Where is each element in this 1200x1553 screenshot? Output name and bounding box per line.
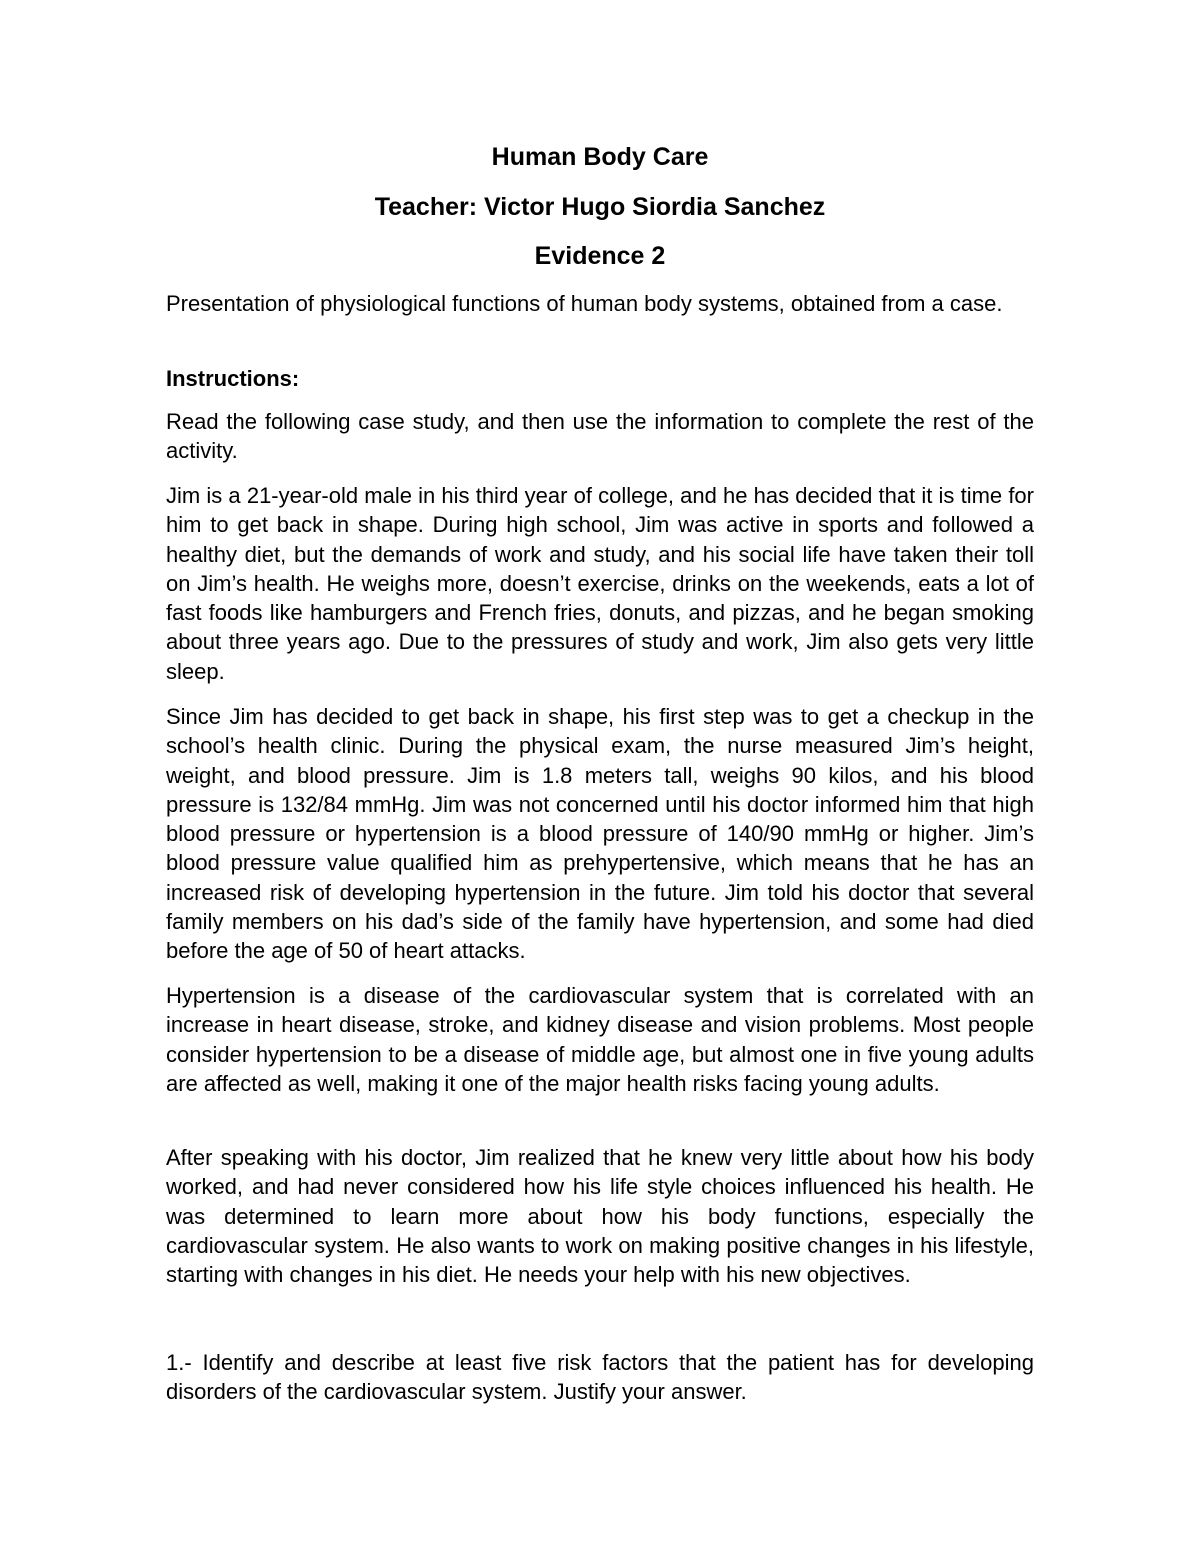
intro-paragraph: Presentation of physiological functions of human body systems, obtained from a case. (166, 291, 1003, 316)
case-paragraph-background: Jim is a 21-year-old male in his third year of college, and he has decided that it is time for him to get back in shape. During high school, Jim was active in sports and followed a healthy diet, but the demands of work and study, and his social life have taken their toll on Jim’s health. He weighs more, doesn’t exercise, drinks on the weekends, eats a lot of fast foods like hamburgers and French fries, donuts, and pizzas, and he began smoking about three years ago. Due to the pressures of study and work, Jim also gets very little sleep. (166, 483, 1034, 684)
case-paragraph-objectives: After speaking with his doctor, Jim realized that he knew very little about how his body worked, and had never considered how his life style choices influenced his health. He was determined to learn more about how his body functions, especially the cardiovascular system. He also wants to work on making positive changes in his lifestyle, starting with changes in his diet. He needs your help with his new objectives. (166, 1145, 1034, 1288)
case-paragraph-checkup: Since Jim has decided to get back in shape, his first step was to get a checkup in the school’s health clinic. During the physical exam, the nurse measured Jim’s height, weight, and blood pressure. Jim is 1.8 meters tall, weighs 90 kilos, and his blood pressure is 132/84 mmHg. Jim was not concerned until his doctor informed him that high blood pressure or hypertension is a blood pressure of 140/90 mmHg or higher. Jim’s blood pressure value qualified him as prehypertensive, which means that he has an increased risk of developing hypertension in the future. Jim told his doctor that several family members on his dad’s side of the family have hypertension, and some had died before the age of 50 of heart attacks. (166, 704, 1034, 964)
teacher-line: Teacher: Victor Hugo Siordia Sanchez (374, 193, 826, 221)
document-title: Human Body Care (491, 143, 709, 171)
evidence-heading: Evidence 2 (534, 242, 666, 270)
case-paragraph-hypertension: Hypertension is a disease of the cardiovascular system that is correlated with an increase in heart disease, stroke, and kidney disease and vision problems. Most people consider hypertension to be a disease of middle age, but almost one in five young adults are affected as well, making it one of the major health risks facing young adults. (166, 983, 1034, 1096)
instructions-label: Instructions: (166, 366, 300, 391)
question-1: 1.- Identify and describe at least five risk factors that the patient has for developing disorders of the cardiovascular system. Justify your answer. (166, 1350, 1034, 1405)
instructions-paragraph: Read the following case study, and then use the information to complete the rest of the activity. (166, 409, 1034, 464)
